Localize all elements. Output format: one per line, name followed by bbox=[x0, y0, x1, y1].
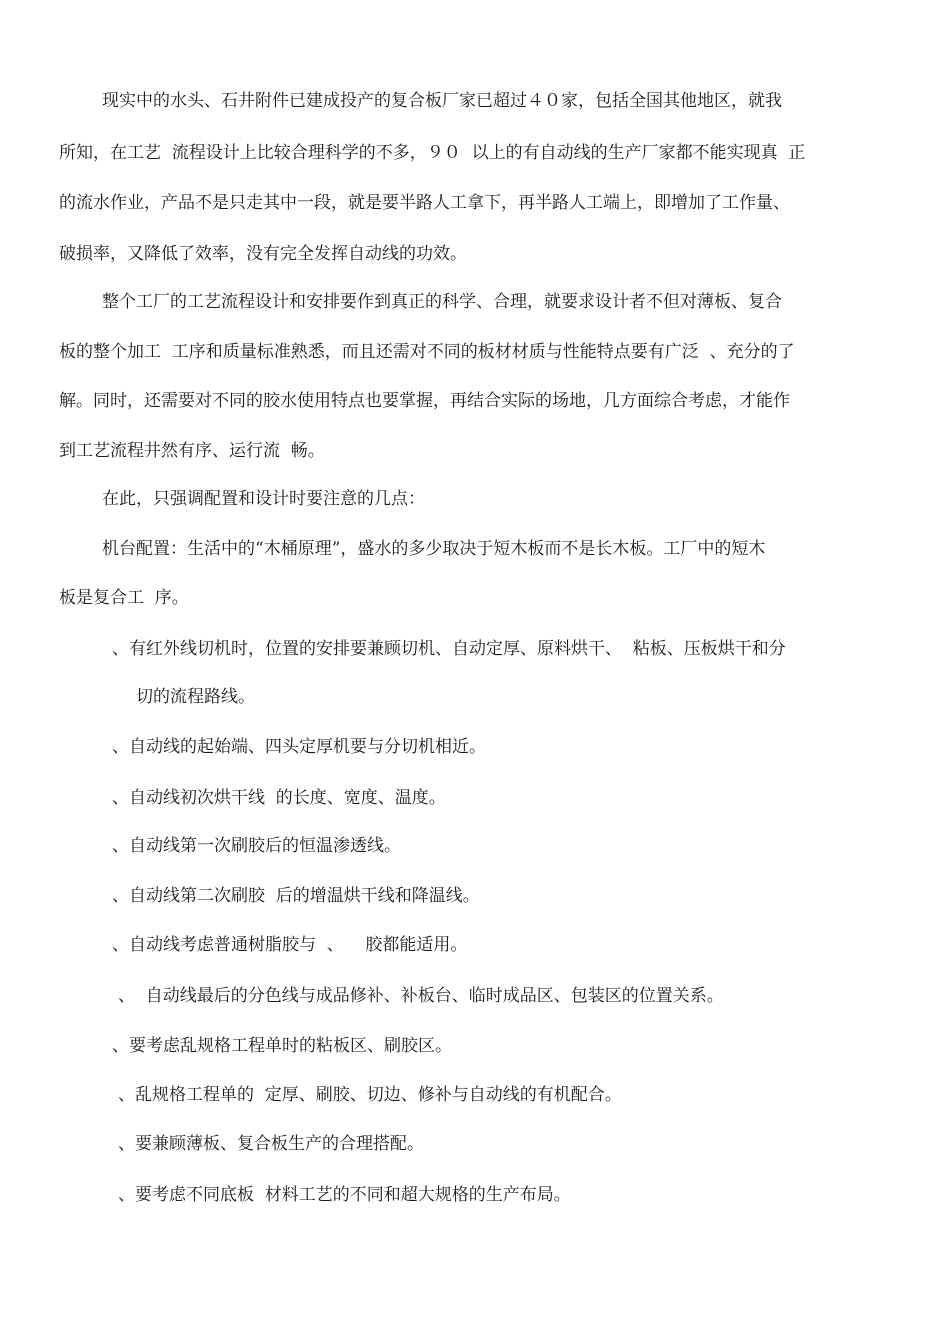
list-item: 、自动线初次烘干线 的长度、宽度、温度。 bbox=[112, 788, 446, 808]
list-item: 、自动线考虑普通树脂胶与 、 胶都能适用。 bbox=[112, 935, 468, 955]
list-item-continuation: 切的流程路线。 bbox=[136, 687, 255, 707]
list-item: 、自动线第二次刷胶 后的增温烘干线和降温线。 bbox=[112, 886, 480, 906]
list-item: 、自动线第一次刷胶后的恒温渗透线。 bbox=[112, 836, 401, 856]
paragraph-1-line-2: 所知，在工艺 流程设计上比较合理科学的不多，９０ 以上的有自动线的生产厂家都不能实现真 正 bbox=[59, 143, 806, 163]
list-item: 、要考虑乱规格工程单时的粘板区、刷胶区。 bbox=[112, 1036, 452, 1056]
list-item: 、有红外线切机时，位置的安排要兼顾切机、自动定厚、原料烘干、 粘板、压板烘干和分 bbox=[112, 639, 786, 659]
paragraph-4-line-1: 机台配置：生活中的“木桶原理”，盛水的多少取决于短木板而不是长木板。工厂中的短木 bbox=[102, 539, 766, 559]
paragraph-2-line-1: 整个工厂的工艺流程设计和安排要作到真正的科学、合理，就要求设计者不但对薄板、复合 bbox=[102, 292, 782, 312]
paragraph-4-line-2: 板是复合工 序。 bbox=[59, 588, 189, 608]
paragraph-2-line-2: 板的整个加工 工序和质量标准熟悉，而且还需对不同的板材材质与性能特点要有广泛 、充分的了 bbox=[59, 342, 795, 362]
paragraph-1-line-4: 破损率，又降低了效率，没有完全发挥自动线的功效。 bbox=[59, 244, 467, 264]
list-item: 、乱规格工程单的 定厚、刷胶、切边、修补与自动线的有机配合。 bbox=[118, 1085, 622, 1105]
list-item: 、要兼顾薄板、复合板生产的合理搭配。 bbox=[118, 1134, 424, 1154]
paragraph-2-line-4: 到工艺流程井然有序、运行流 畅。 bbox=[59, 441, 325, 461]
paragraph-3-line-1: 在此，只强调配置和设计时要注意的几点： bbox=[102, 489, 425, 509]
list-item: 、自动线的起始端、四头定厚机要与分切机相近。 bbox=[112, 737, 486, 757]
list-item: 、 自动线最后的分色线与成品修补、补板台、临时成品区、包装区的位置关系。 bbox=[118, 986, 724, 1006]
paragraph-1-line-3: 的流水作业，产品不是只走其中一段，就是要半路人工拿下，再半路人工端上，即增加了工作量、 bbox=[59, 193, 790, 213]
paragraph-2-line-3: 解。同时，还需要对不同的胶水使用特点也要掌握，再结合实际的场地，几方面综合考虑，才能作 bbox=[59, 391, 790, 411]
list-item: 、要考虑不同底板 材料工艺的不同和超大规格的生产布局。 bbox=[118, 1185, 571, 1205]
paragraph-1-line-1: 现实中的水头、石井附件已建成投产的复合板厂家已超过４０家，包括全国其他地区，就我 bbox=[102, 91, 782, 111]
